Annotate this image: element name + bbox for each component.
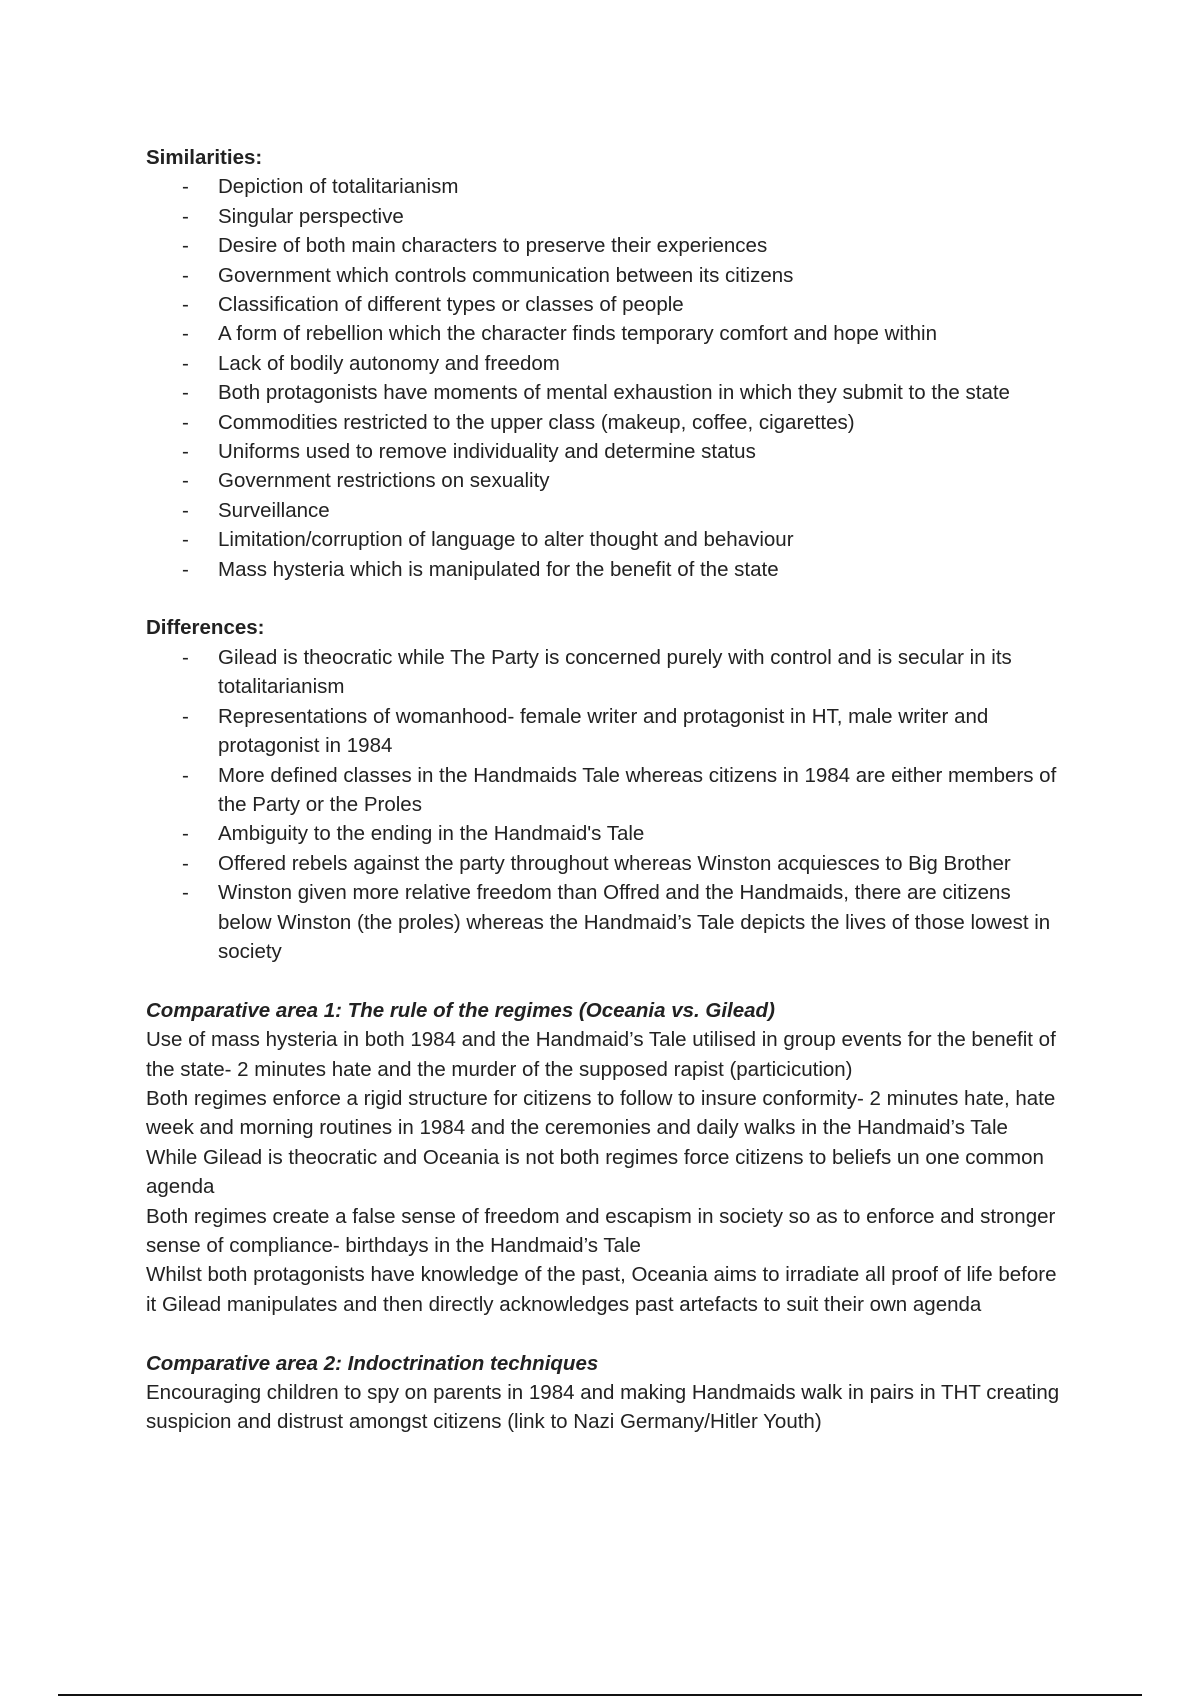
list-item: - A form of rebellion which the character finds temporary comfort and hope within <box>218 319 1066 348</box>
similarities-list <box>146 172 1066 584</box>
list-item: - More defined classes in the Handmaids Tale whereas citizens in 1984 are either members of the Party or the Proles <box>218 761 1066 820</box>
list-item: - Offered rebels against the party throughout whereas Winston acquiesces to Big Brother <box>218 849 1066 878</box>
list-item: - Both protagonists have moments of mental exhaustion in which they submit to the state <box>218 378 1066 407</box>
list-item: - Commodities restricted to the upper class (makeup, coffee, cigarettes) <box>218 408 1066 437</box>
section-gap <box>146 1319 1066 1348</box>
list-item: - Limitation/corruption of language to alter thought and behaviour <box>218 525 1066 554</box>
list-item: - Singular perspective <box>218 202 1066 231</box>
list-item: - Mass hysteria which is manipulated for the benefit of the state <box>218 555 1066 584</box>
document-page <box>146 143 1066 1437</box>
paragraph: Encouraging children to spy on parents in 1984 and making Handmaids walk in pairs in THT creating suspicion and distrust amongst citizens (link to Nazi Germany/Hitler Youth) <box>146 1381 1060 1434</box>
list-item: - Gilead is theocratic while The Party is concerned purely with control and is secular in its totalitarianism <box>218 643 1066 702</box>
page-bottom-rule <box>58 1694 1142 1696</box>
list-item: - Classification of different types or classes of people <box>218 290 1066 319</box>
paragraph: Whilst both protagonists have knowledge of the past, Oceania aims to irradiate all proof of life before it Gilead manipulates and then directly acknowledges past artefacts to suit their own agenda <box>146 1263 1057 1316</box>
section-gap <box>146 966 1066 995</box>
list-item: - Lack of bodily autonomy and freedom <box>218 349 1066 378</box>
paragraph: While Gilead is theocratic and Oceania is not both regimes force citizens to beliefs un one common agenda <box>146 1145 1044 1199</box>
list-item: - Depiction of totalitarianism <box>218 172 1066 201</box>
section-gap <box>146 584 1066 613</box>
list-item: - Winston given more relative freedom than Offred and the Handmaids, there are citizens below Winston (the proles) whereas the Handmaid’s Tale depicts the lives of those lowest in society <box>218 878 1066 966</box>
list-item: - Surveillance <box>218 496 1066 525</box>
differences-list <box>146 643 1066 966</box>
paragraph: Both regimes enforce a rigid structure for citizens to follow to insure conformity- 2 minutes hate, hate week and morning routines in 1984 and the ceremonies and daily walks in the Handmaid’s Tale <box>146 1086 1056 1140</box>
list-item: - Uniforms used to remove individuality and determine status <box>218 437 1066 466</box>
list-item: - Government which controls communication between its citizens <box>218 261 1066 290</box>
similarities-heading: Similarities: <box>146 146 263 169</box>
list-item: - Representations of womanhood- female writer and protagonist in HT, male writer and protagonist in 1984 <box>218 702 1066 761</box>
list-item: - Ambiguity to the ending in the Handmaid's Tale <box>218 819 1066 848</box>
differences-heading: Differences: <box>146 616 265 640</box>
list-item: - Government restrictions on sexuality <box>218 466 1066 495</box>
list-item: - Desire of both main characters to preserve their experiences <box>218 231 1066 260</box>
comparative-area-2-heading: Comparative area 2: Indoctrination techniques <box>146 1351 599 1375</box>
paragraph: Use of mass hysteria in both 1984 and the Handmaid’s Tale utilised in group events for the benefit of the state- 2 minutes hate and the murder of the supposed rapist (particicution) <box>146 1028 1056 1081</box>
paragraph: Both regimes create a false sense of freedom and escapism in society so as to enforce and stronger sense of compliance- birthdays in the Handmaid’s Tale <box>146 1204 1056 1257</box>
comparative-area-1-heading: Comparative area 1: The rule of the regimes (Oceania vs. Gilead) <box>146 998 775 1022</box>
